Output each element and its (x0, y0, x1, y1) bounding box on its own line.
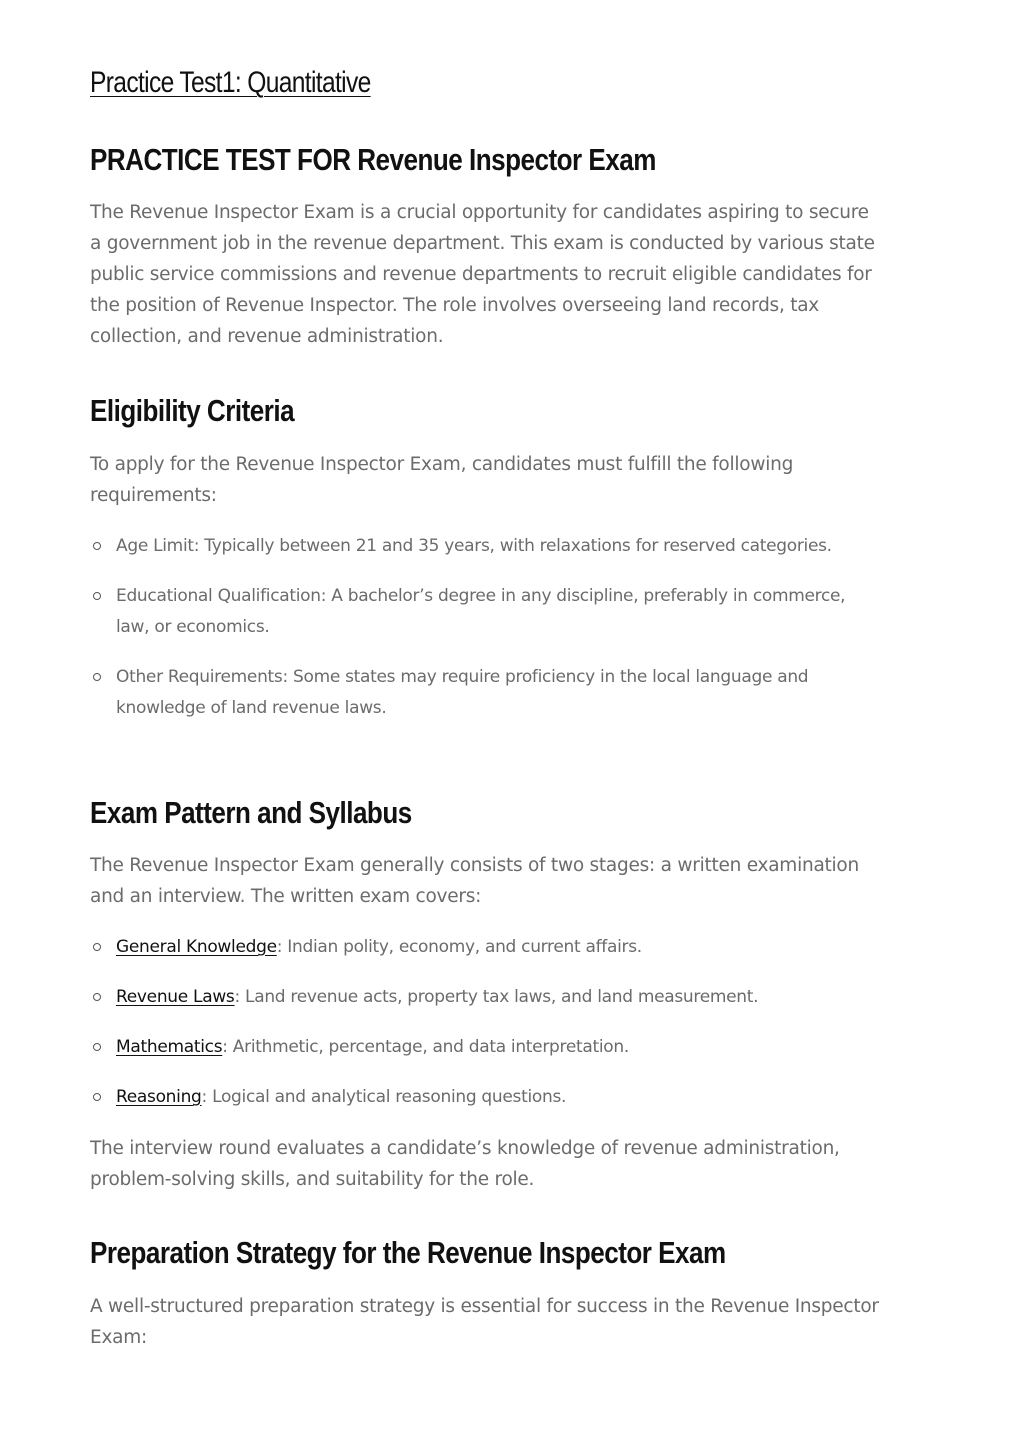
eligibility-list (90, 531, 850, 724)
bullet-icon (93, 673, 101, 681)
list-item (90, 932, 850, 963)
bullet-icon (93, 542, 101, 550)
reasoning-link[interactable]: Reasoning (116, 1087, 202, 1107)
general-knowledge-link[interactable]: General Knowledge (116, 937, 277, 957)
list-item-text: : Logical and analytical reasoning questions. (201, 1087, 567, 1107)
practice-test-link[interactable]: Practice Test1: Quantitative (90, 66, 371, 99)
list-item-text: Age Limit: Typically between 21 and 35 years, with relaxations for reserved categories. (116, 536, 832, 556)
revenue-laws-link[interactable]: Revenue Laws (116, 987, 235, 1007)
pattern-paragraph: The Revenue Inspector Exam generally consists of two stages: a written examination and an interview. The written exam covers: (90, 855, 859, 907)
list-item-text: : Arithmetic, percentage, and data interpretation. (222, 1037, 629, 1057)
list-item (90, 662, 850, 724)
strategy-heading: Preparation Strategy for the Revenue Inspector Exam (90, 1235, 726, 1270)
list-item-text: : Land revenue acts, property tax laws, and land measurement. (234, 987, 759, 1007)
syllabus-list (90, 932, 850, 1113)
bullet-icon (93, 943, 101, 951)
list-item (90, 1032, 850, 1063)
list-item (90, 1082, 850, 1113)
bullet-icon (93, 1043, 101, 1051)
list-item-text: : Indian polity, economy, and current affairs. (276, 937, 642, 957)
eligibility-paragraph: To apply for the Revenue Inspector Exam, candidates must fulfill the following requirements: (90, 454, 794, 506)
list-item (90, 581, 850, 643)
list-item-text: Other Requirements: Some states may require proficiency in the local language and knowledge of land revenue laws. (116, 667, 809, 718)
intro-paragraph: The Revenue Inspector Exam is a crucial opportunity for candidates aspiring to secure a government job in the revenue department. This exam is conducted by various state public service commissions and revenue departments to recruit eligible candidates for the position of Revenue Inspector. The role involves overseeing land records, tax collection, and revenue administration. (90, 202, 875, 347)
pattern-heading: Exam Pattern and Syllabus (90, 795, 412, 830)
list-item-text: Educational Qualification: A bachelor’s degree in any discipline, preferably in commerce, law, or economics. (116, 586, 846, 637)
interview-paragraph: The interview round evaluates a candidate’s knowledge of revenue administration, problem-solving skills, and suitability for the role. (90, 1138, 840, 1190)
mathematics-link[interactable]: Mathematics (116, 1037, 223, 1057)
bullet-icon (93, 592, 101, 600)
strategy-paragraph: A well-structured preparation strategy is essential for success in the Revenue Inspector Exam: (90, 1296, 879, 1348)
intro-heading: PRACTICE TEST FOR Revenue Inspector Exam (90, 142, 656, 177)
list-item (90, 531, 850, 562)
eligibility-heading: Eligibility Criteria (90, 393, 295, 428)
list-item (90, 982, 850, 1013)
bullet-icon (93, 993, 101, 1001)
bullet-icon (93, 1093, 101, 1101)
